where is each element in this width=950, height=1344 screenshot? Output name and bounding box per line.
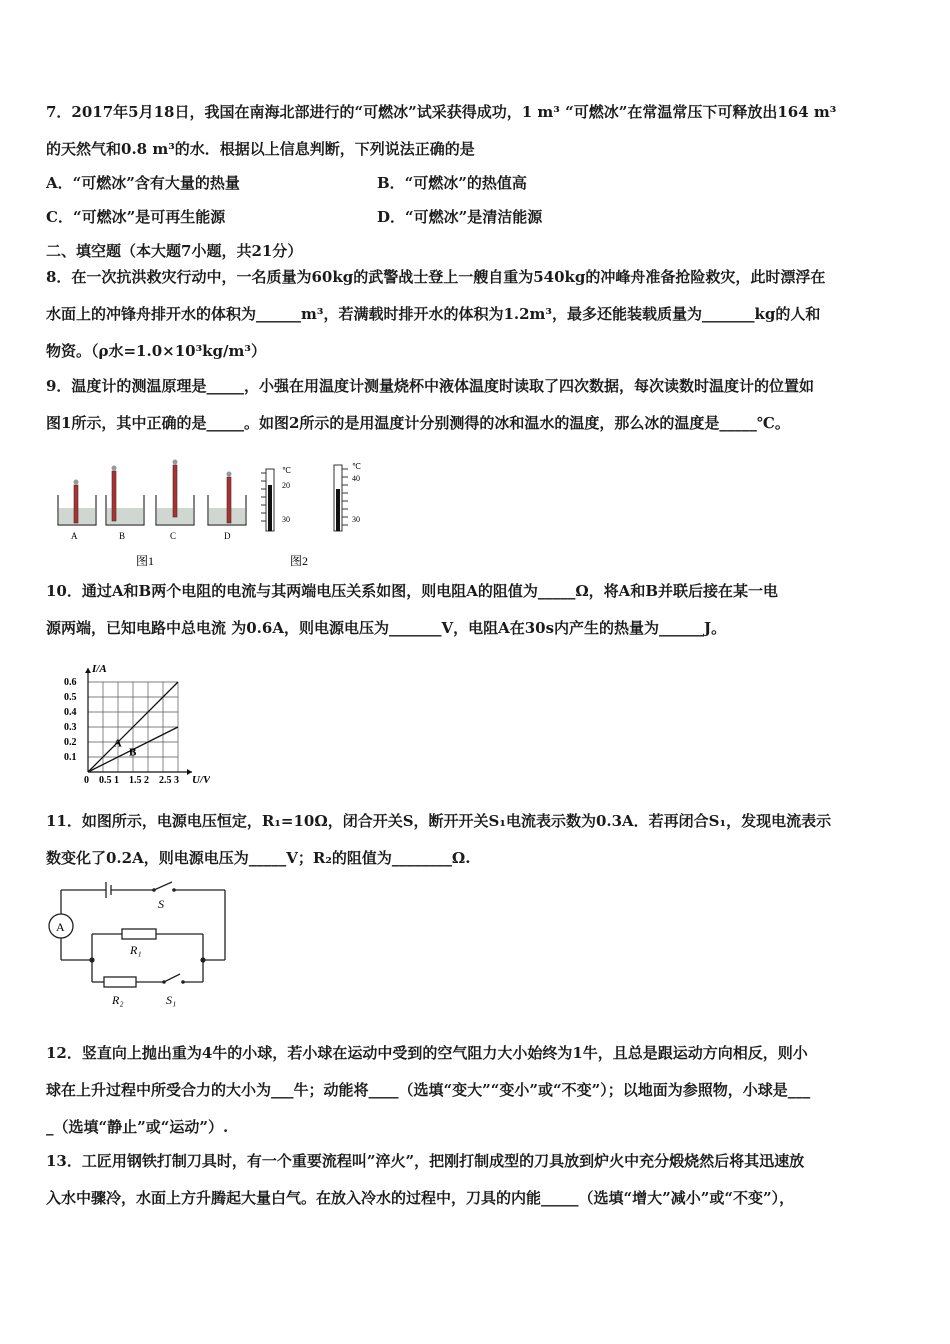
x-tick-label: 1 [114, 775, 119, 786]
y-axis-arrow [85, 668, 91, 673]
q7-option-c: C．“可燃冰”是可再生能源 [46, 208, 226, 226]
q7-option-b: B．“可燃冰”的热值高 [377, 174, 527, 192]
beaker-label-c: C [170, 531, 177, 541]
q11-line-1: 11．如图所示，电源电压恒定，R₁=10Ω，闭合开关S，断开开关S₁电流表示数为0.3A．若再闭合S₁，发现电流表示 [46, 812, 832, 830]
q12-line-2: 球在上升过程中所受合力的大小为___牛；动能将____（选填“变大”“变小”或“不变”）；以地面为参照物，小球是___ [46, 1081, 811, 1099]
x-tick-label: 0 [84, 775, 89, 786]
thermo1-unit: ℃ [282, 466, 291, 475]
series-label-a: A [113, 737, 122, 750]
q7-line-2: 的天然气和0.8 m³的水．根据以上信息判断，下列说法正确的是 [46, 140, 475, 158]
circuit-diagram [44, 878, 244, 1010]
thermometer-1 [261, 469, 274, 531]
beaker-b [106, 466, 144, 526]
y-tick-label: 0.1 [64, 752, 77, 763]
r2-label: R₂ [112, 993, 124, 1007]
x-tick-label: 1.5 [129, 775, 142, 786]
y-axis-label: I/A [92, 663, 107, 675]
x-tick-label: 3 [174, 775, 179, 786]
x-tick-label: 2.5 [159, 775, 172, 786]
thermo2-tick-30: 30 [352, 515, 360, 524]
thermo2-unit: ℃ [352, 462, 361, 471]
beaker-a [58, 480, 96, 526]
q8-line-1: 8．在一次抗洪救灾行动中，一名质量为60kg的武警战士登上一艘自重为540kg的冲峰舟准备抢险救灾，此时漂浮在 [46, 268, 826, 286]
x-axis-label: U/V [192, 774, 210, 786]
thermo2-tick-40: 40 [352, 474, 360, 483]
thermometer-2 [334, 465, 348, 531]
q9-figure [52, 455, 382, 570]
y-tick-label: 0.5 [64, 692, 77, 703]
switch-s-label: S [158, 897, 164, 911]
series-label-b: B [129, 746, 137, 759]
thermo1-tick-30: 30 [282, 515, 290, 524]
y-tick-label: 0.4 [64, 707, 77, 718]
beaker-c [156, 460, 194, 526]
q12-line-1: 12．竖直向上抛出重为4牛的小球，若小球在运动中受到的空气阻力大小始终为1牛，且总是跟运动方向相反，则小 [46, 1044, 808, 1062]
q11-line-2: 数变化了0.2A，则电源电压为_____V；R₂的阻值为________Ω. [46, 849, 471, 867]
beaker-label-d: D [224, 531, 231, 541]
q12-line-3: _（选填“静止”或“运动”）. [46, 1118, 229, 1136]
beaker-label-b: B [119, 531, 126, 541]
x-tick-label: 2 [144, 775, 149, 786]
q7-option-d: D．“可燃冰”是清洁能源 [377, 208, 543, 226]
x-tick-label: 0.5 [99, 775, 112, 786]
q10-line-2: 源两端，已知电路中总电流 为0.6A，则电源电压为_______V，电阻A在30s内产生的热量为______J。 [46, 619, 727, 637]
y-tick-label: 0.3 [64, 722, 77, 733]
section-heading: 二、填空题（本大题7小题，共21分） [46, 242, 303, 260]
q13-line-1: 13．工匠用钢铁打制刀具时，有一个重要流程叫”淬火”，把刚打制成型的刀具放到炉火中充分煅烧然后将其迅速放 [46, 1152, 805, 1170]
iu-chart [60, 660, 210, 790]
r1-label: R₁ [130, 943, 142, 957]
q7-option-a: A．“可燃冰”含有大量的热量 [46, 174, 240, 192]
y-tick-label: 0.6 [64, 677, 77, 688]
beaker-d [208, 472, 246, 526]
fig1-caption: 图1 [136, 554, 155, 568]
beaker-label-a: A [71, 531, 78, 541]
switch-s1-label: S₁ [166, 993, 177, 1007]
q10-line-1: 10．通过A和B两个电阻的电流与其两端电压关系如图，则电阻A的阻值为_____Ω，将A和B并联后接在某一电 [46, 582, 779, 600]
q9-line-1: 9．温度计的测温原理是_____，小强在用温度计测量烧杯中液体温度时读取了四次数据，每次读数时温度计的位置如 [46, 377, 814, 395]
q8-line-2: 水面上的冲锋舟排开水的体积为______m³，若满载时排开水的体积为1.2m³，最多还能装载质量为_______kg的人和 [46, 305, 821, 323]
y-tick-label: 0.2 [64, 737, 77, 748]
thermo1-tick-20: 20 [282, 481, 290, 490]
fig2-caption: 图2 [290, 554, 309, 568]
ammeter-label: A [56, 920, 65, 934]
q13-line-2: 入水中骤冷，水面上方升腾起大量白气。在放入冷水的过程中，刀具的内能_____（选填“增大”减小”或“不变”）， [46, 1189, 795, 1207]
q8-line-3: 物资。（ρ水=1.0×10³kg/m³） [46, 342, 266, 360]
q7-line-1: 7．2017年5月18日，我国在南海北部进行的“可燃冰”试采获得成功，1 m³ “可燃冰”在常温常压下可释放出164 m³ [46, 103, 837, 121]
q9-line-2: 图1所示，其中正确的是_____。如图2所示的是用温度计分别测得的冰和温水的温度，那么冰的温度是_____℃。 [46, 414, 790, 432]
